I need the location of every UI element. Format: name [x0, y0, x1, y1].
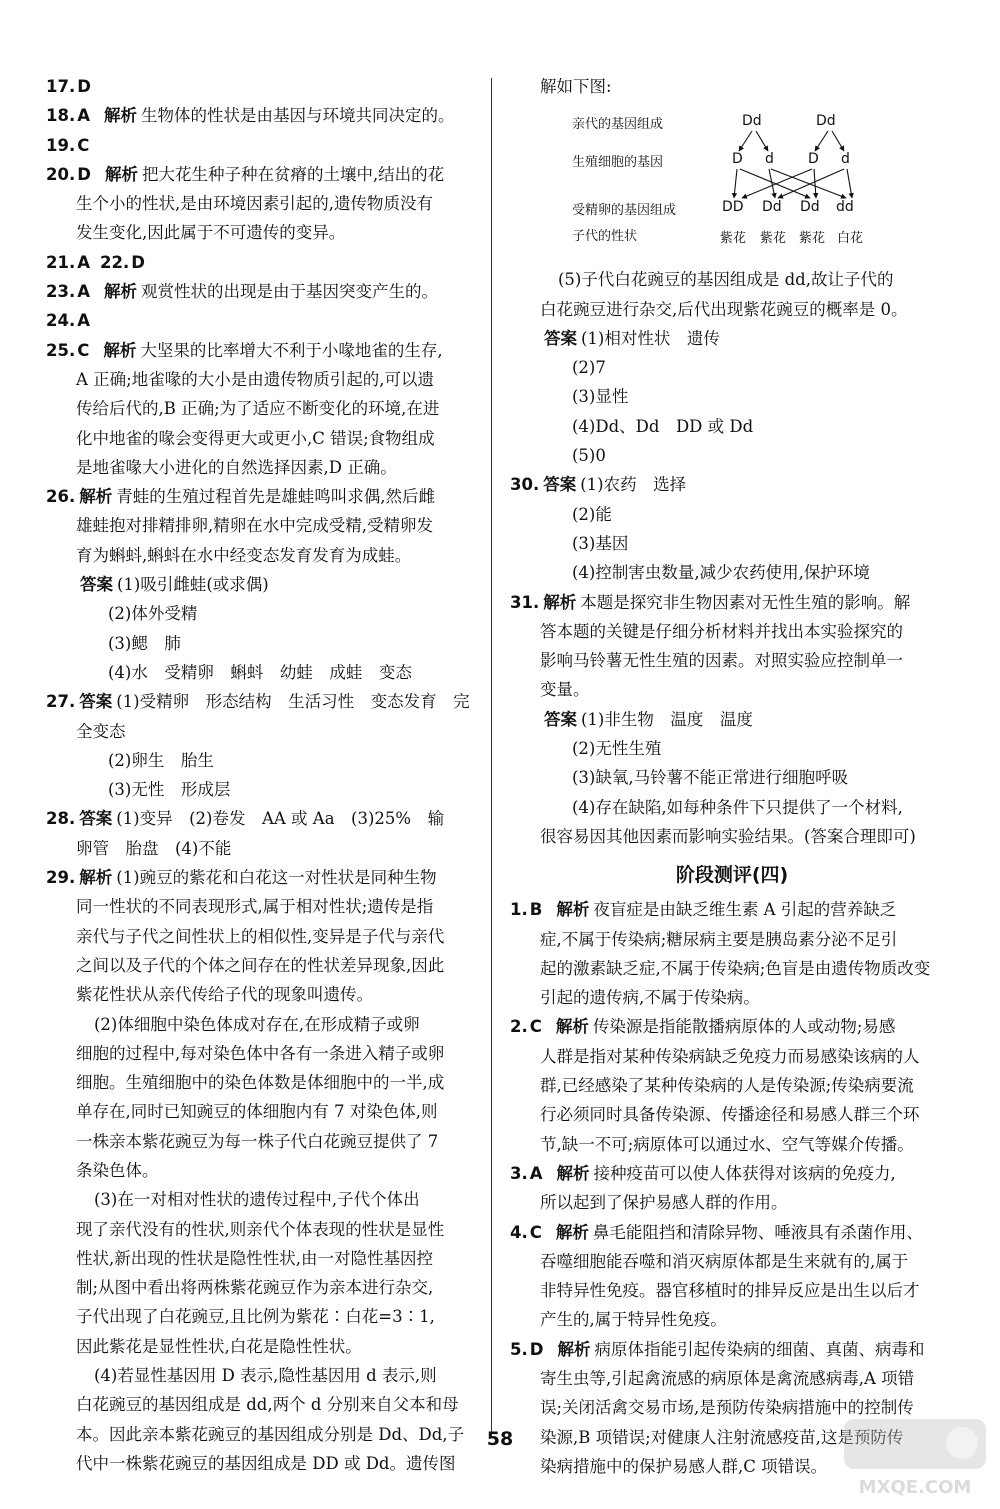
- body-text: 细胞。生殖细胞中的染色体数是体细胞中的一半,成: [76, 1073, 445, 1093]
- right-mid-block: [510, 265, 954, 851]
- text-line: [510, 983, 954, 1012]
- text-line: [510, 734, 954, 763]
- text-line: [510, 1042, 954, 1071]
- text-line: [510, 1364, 954, 1393]
- body-text: 化中地雀的喙会变得更大或更小,C 错误;食物组成: [76, 428, 435, 448]
- text-line: [510, 954, 954, 983]
- text-line: [46, 1273, 478, 1302]
- text-line: [510, 529, 954, 558]
- text-line: [46, 189, 478, 218]
- text-line: [510, 646, 954, 675]
- body-text: 紫花性状从亲代传给子代的现象叫遗传。: [76, 985, 373, 1005]
- answer-letter: C: [77, 135, 90, 155]
- text-line: [510, 675, 954, 704]
- body-text: 病原体指能引起传染病的细菌、真菌、病毒和: [594, 1339, 925, 1359]
- body-text: (3)鳃 肺: [108, 633, 181, 653]
- text-line: [510, 1130, 954, 1159]
- question-number: 31.: [510, 592, 540, 612]
- text-line: [46, 1244, 478, 1273]
- cross-arrows: [510, 109, 954, 259]
- body-text: 性状,新出现的性状是隐性性状,由一对隐性基因控: [76, 1248, 433, 1268]
- text-line: [510, 1335, 954, 1364]
- text-line: [510, 265, 954, 294]
- body-text: 单存在,同时已知豌豆的体细胞内有 7 对染色体,则: [76, 1102, 438, 1122]
- body-text: 节,缺一不可;病原体可以通过水、空气等媒介传播。: [540, 1134, 914, 1154]
- body-text: 起的激素缺乏症,不属于传染病;色盲是由遗传物质改变: [540, 958, 931, 978]
- body-text: (5)0: [572, 446, 606, 466]
- text-line: [46, 1156, 478, 1185]
- body-text: (1)相对性状 遗传: [581, 328, 720, 348]
- body-text: 白花豌豆进行杂交,后代出现紫花豌豆的概率是 0。: [540, 299, 908, 319]
- body-text: 症,不属于传染病;糖尿病主要是胰岛素分泌不足引: [540, 929, 898, 949]
- page-number: 58: [486, 1428, 514, 1450]
- text-line: [46, 160, 478, 189]
- answer-letter: C: [529, 1222, 542, 1242]
- body-text: 同一性状的不同表现形式,属于相对性状;遗传是指: [76, 897, 434, 917]
- body-text: (4)存在缺陷,如每种条件下只提供了一个材料,: [572, 797, 903, 817]
- text-line: [510, 822, 954, 851]
- gamete: D: [808, 151, 819, 168]
- body-text: 答本题的关键是仔细分析材料并找出本实验探究的: [540, 621, 903, 641]
- body-text: 非特异性免疫。器官移植时的排异反应是出生以后才: [540, 1281, 920, 1301]
- section-keyword: 解析: [556, 1163, 590, 1183]
- text-line: [46, 1010, 478, 1039]
- question-number: 1.: [510, 900, 528, 920]
- body-text: A 正确;地雀喙的大小是由遗传物质引起的,可以遗: [76, 369, 434, 389]
- text-line: [46, 804, 478, 833]
- text-line: [46, 1361, 478, 1390]
- text-line: [510, 1188, 954, 1217]
- question-number: 4.: [510, 1222, 528, 1242]
- body-text: 大坚果的比率增大不利于小喙地雀的生存,: [140, 340, 443, 360]
- text-line: [46, 306, 478, 335]
- text-line: [46, 1097, 478, 1126]
- body-text: 产生的,属于特异性免疫。: [540, 1310, 727, 1330]
- body-text: 染源,B 项错误;对健康人注射流感疫苗,这是预防传: [540, 1427, 904, 1447]
- body-text: (3)在一对相对性状的遗传过程中,子代个体出: [94, 1190, 420, 1210]
- question-number: 22.: [100, 252, 130, 272]
- body-text: (5)子代白花豌豆的基因组成是 dd,故让子代的: [558, 270, 894, 290]
- body-text: 很容易因其他因素而影响实验结果。(答案合理即可): [540, 826, 916, 846]
- text-line: [46, 658, 478, 687]
- body-text: (1)受精卵 形态结构 生活习性 变态发育 完: [116, 692, 470, 712]
- text-line: [510, 617, 954, 646]
- question-number: 23.: [46, 282, 76, 302]
- zygote: Dd: [762, 199, 782, 216]
- body-text: 育为蝌蚪,蝌蚪在水中经变态发育发育为成蛙。: [76, 545, 412, 565]
- answer-letter: A: [77, 311, 91, 331]
- body-text: 子代出现了白花豌豆,且比例为紫花∶白花=3∶1,: [76, 1307, 435, 1327]
- body-text: 误;关闭活禽交易市场,是预防传染病措施中的控制传: [540, 1398, 914, 1418]
- text-line: [46, 72, 478, 101]
- text-line: [46, 717, 478, 746]
- body-text: 青蛙的生殖过程首先是雄蛙鸣叫求偶,然后雌: [116, 487, 435, 507]
- question-number: 28.: [46, 809, 76, 829]
- body-text: (4)Dd、Dd DD 或 Dd: [572, 416, 754, 436]
- answer-letter: A: [77, 106, 91, 126]
- body-text: (2)卵生 胎生: [108, 750, 214, 770]
- question-number: 5.: [510, 1339, 528, 1359]
- body-text: (1)变异 (2)卷发 AA 或 Aa (3)25% 输: [116, 809, 445, 829]
- answer-letter: B: [529, 900, 543, 920]
- gamete: d: [765, 151, 774, 168]
- text-line: [46, 394, 478, 423]
- zygote: DD: [722, 199, 744, 216]
- body-text: (3)基因: [572, 533, 629, 553]
- text-line: [510, 793, 954, 822]
- body-text: 全变态: [76, 721, 126, 741]
- section-keyword: 解析: [79, 868, 113, 888]
- answer-letter: A: [529, 1163, 543, 1183]
- genetic-diagram: [510, 109, 954, 259]
- section-keyword: 答案: [544, 709, 577, 729]
- offspring-trait: 紫花: [760, 231, 787, 247]
- text-line: [46, 951, 478, 980]
- section-title: 阶段测评(四): [675, 864, 789, 887]
- body-text: 吞噬细胞能吞噬和消灭病原体都是生来就有的,属于: [540, 1251, 909, 1271]
- text-line: [46, 1390, 478, 1419]
- text-line: [46, 101, 478, 130]
- text-line: [46, 541, 478, 570]
- answer-letter: D: [529, 1339, 544, 1359]
- text-line: [46, 922, 478, 951]
- text-line: [510, 925, 954, 954]
- text-line: [510, 441, 954, 470]
- question-number: 21.: [46, 252, 76, 272]
- offspring-trait: 紫花: [799, 231, 826, 247]
- question-number: 20.: [46, 164, 76, 184]
- text-line: [46, 1215, 478, 1244]
- section-keyword: 答案: [543, 475, 577, 495]
- body-text: 接种疫苗可以使人体获得对该病的免疫力,: [593, 1163, 896, 1183]
- body-text: 观赏性状的出现是由于基因突变产生的。: [141, 282, 439, 302]
- text-line: [46, 511, 478, 540]
- section-keyword: 答案: [80, 575, 113, 595]
- gamete: D: [732, 151, 743, 168]
- text-line: [510, 500, 954, 529]
- text-line: [510, 1276, 954, 1305]
- text-line: [510, 72, 954, 101]
- section-keyword: 解析: [543, 592, 577, 612]
- body-text: 一株亲本紫花豌豆为每一株子代白花豌豆提供了 7: [76, 1131, 439, 1151]
- text-line: [46, 218, 478, 247]
- gamete: d: [841, 151, 850, 168]
- body-text: 引起的遗传病,不属于传染病。: [540, 988, 760, 1008]
- body-text: 本题是探究非生物因素对无性生殖的影响。解: [580, 592, 911, 612]
- parent-genotype: Dd: [742, 113, 762, 130]
- answer-letter: C: [529, 1017, 542, 1037]
- section-keyword: 解析: [556, 900, 590, 920]
- section-keyword: 解析: [104, 106, 138, 126]
- text-line: [46, 1449, 478, 1478]
- body-text: 制;从图中看出将两株紫花豌豆作为亲本进行杂交,: [76, 1278, 434, 1298]
- text-line: [510, 1218, 954, 1247]
- body-text: 雄蛙抱对排精排卵,精卵在水中完成受精,受精卵发: [76, 516, 433, 536]
- text-line: [46, 336, 478, 365]
- text-line: [46, 131, 478, 160]
- body-text: (4)水 受精卵 蝌蚪 幼蛙 成蛙 变态: [108, 662, 412, 682]
- body-text: 影响马铃薯无性生殖的因素。对照实验应控制单一: [540, 651, 903, 671]
- zygote: dd: [836, 199, 854, 216]
- body-text: (2)能: [572, 504, 612, 524]
- body-text: (3)显性: [572, 387, 629, 407]
- body-text: 所以起到了保护易感人群的作用。: [540, 1193, 788, 1213]
- text-line: [46, 1332, 478, 1361]
- text-line: [46, 629, 478, 658]
- body-text: 传给后代的,B 正确;为了适应不断变化的环境,在进: [76, 399, 440, 419]
- body-text: 本。因此亲本紫花豌豆的基因组成分别是 Dd、Dd,子: [76, 1424, 465, 1444]
- text-line: [46, 277, 478, 306]
- text-line: [510, 763, 954, 792]
- body-text: (2)体外受精: [108, 604, 198, 624]
- text-line: [46, 863, 478, 892]
- question-number: 25.: [46, 340, 76, 360]
- text-line: [510, 558, 954, 587]
- section-keyword: 解析: [557, 1339, 591, 1359]
- body-text: 条染色体。: [76, 1160, 159, 1180]
- body-text: (3)缺氧,马铃薯不能正常进行细胞呼吸: [572, 768, 849, 788]
- body-text: 把大花生种子种在贫瘠的土壤中,结出的花: [141, 164, 445, 184]
- question-number: 29.: [46, 868, 76, 888]
- text-line: [510, 1071, 954, 1100]
- question-number: 19.: [46, 135, 76, 155]
- text-line: [510, 1012, 954, 1041]
- text-line: [46, 453, 478, 482]
- body-text: 变量。: [540, 680, 590, 700]
- body-text: (3)无性 形成层: [108, 780, 231, 800]
- offspring-trait: 紫花: [720, 231, 747, 247]
- answer-letter: A: [77, 252, 91, 272]
- body-text: (1)农药 选择: [580, 475, 687, 495]
- body-text: 染病措施中的保护易感人群,C 项错误。: [540, 1456, 828, 1476]
- text-line: [510, 1100, 954, 1129]
- body-text: (2)7: [572, 358, 606, 378]
- body-text: 行必须同时具备传染源、传播途径和易感人群三个环: [540, 1105, 920, 1125]
- body-text: 生物体的性状是由基因与环境共同决定的。: [141, 106, 455, 126]
- offspring-trait: 白花: [837, 231, 864, 247]
- text-line: [46, 775, 478, 804]
- section-keyword: 解析: [104, 164, 138, 184]
- answer-letter: D: [77, 164, 91, 184]
- body-text: (1)豌豆的紫花和白花这一对性状是同种生物: [116, 868, 437, 888]
- text-line: [46, 248, 478, 277]
- text-line: [46, 365, 478, 394]
- parent-genotype: Dd: [816, 113, 836, 130]
- body-text: 解如下图:: [540, 77, 612, 96]
- diagram-label-traits: 子代的性状: [572, 229, 638, 245]
- text-line: [510, 353, 954, 382]
- section-keyword: 答案: [79, 809, 113, 829]
- right-bottom-block: [510, 895, 954, 1481]
- text-line: [510, 324, 954, 353]
- body-text: 细胞的过程中,每对染色体中各有一条进入精子或卵: [76, 1043, 445, 1063]
- body-text: (1)吸引雌蛙(或求偶): [117, 575, 269, 595]
- section-keyword: 解析: [79, 487, 113, 507]
- answer-letter: C: [77, 340, 90, 360]
- body-text: (4)控制害虫数量,减少农药使用,保护环境: [572, 563, 870, 583]
- text-line: [46, 980, 478, 1009]
- text-line: [46, 570, 478, 599]
- body-text: 群,已经感染了某种传染病的人是传染源;传染病要流: [540, 1076, 914, 1096]
- answer-letter: A: [77, 282, 91, 302]
- diagram-label-gametes: 生殖细胞的基因: [572, 155, 664, 171]
- text-line: [510, 382, 954, 411]
- right-column: [510, 72, 954, 1481]
- body-text: (2)体细胞中染色体成对存在,在形成精子或卵: [94, 1014, 420, 1034]
- zygote: Dd: [800, 199, 820, 216]
- right-top-block: [510, 72, 954, 101]
- body-text: 现了亲代没有的性状,则亲代个体表现的性状是显性: [76, 1219, 445, 1239]
- text-line: [510, 588, 954, 617]
- body-text: 之间以及子代的个体之间存在的性状差异现象,因此: [76, 955, 445, 975]
- body-text: (4)若显性基因用 D 表示,隐性基因用 d 表示,则: [94, 1366, 437, 1386]
- text-line: [46, 424, 478, 453]
- question-number: 26.: [46, 487, 76, 507]
- body-text: 发生变化,因此属于不可遗传的变异。: [76, 223, 346, 243]
- question-number: 18.: [46, 106, 76, 126]
- diagram-label-zygotes: 受精卵的基因组成: [572, 203, 677, 219]
- body-text: 传染源是指能散播病原体的人或动物;易感: [592, 1017, 896, 1037]
- body-text: 卵管 胎盘 (4)不能: [76, 838, 232, 858]
- body-text: 代中一株紫花豌豆的基因组成是 DD 或 Dd。遗传图: [76, 1453, 456, 1473]
- text-line: [46, 1039, 478, 1068]
- text-line: [510, 1305, 954, 1334]
- answer-letter: D: [77, 77, 91, 96]
- text-line: [510, 1247, 954, 1276]
- question-number: 3.: [510, 1163, 528, 1183]
- text-line: [46, 687, 478, 716]
- text-line: [46, 599, 478, 628]
- column-divider: [491, 78, 492, 1438]
- text-line: [46, 482, 478, 511]
- body-text: 寄生虫等,引起禽流感的病原体是禽流感病毒,A 项错: [540, 1368, 915, 1388]
- question-number: 2.: [510, 1017, 528, 1037]
- diagram-label-parents: 亲代的基因组成: [572, 117, 664, 133]
- text-line: [46, 746, 478, 775]
- question-number: 27.: [46, 692, 76, 712]
- body-text: 亲代与子代之间性状上的相似性,变异是子代与亲代: [76, 926, 445, 946]
- watermark-text: MXQE.COM: [858, 1477, 972, 1498]
- text-line: [510, 412, 954, 441]
- body-text: 夜盲症是由缺乏维生素 A 引起的营养缺乏: [593, 900, 897, 920]
- question-number: 30.: [510, 475, 540, 495]
- section-keyword: 解析: [103, 340, 137, 360]
- text-line: [46, 1302, 478, 1331]
- section-keyword: 解析: [104, 282, 138, 302]
- question-number: 24.: [46, 311, 76, 331]
- text-line: [46, 834, 478, 863]
- section-keyword: 答案: [79, 692, 113, 712]
- text-line: [510, 895, 954, 924]
- text-line: [46, 1068, 478, 1097]
- text-line: [510, 1159, 954, 1188]
- watermark-logo: [840, 1413, 990, 1503]
- text-line: [46, 892, 478, 921]
- body-text: 是地雀喙大小进化的自然选择因素,D 正确。: [76, 457, 397, 477]
- text-line: [46, 1127, 478, 1156]
- text-line: [510, 705, 954, 734]
- section-keyword: 答案: [544, 328, 577, 348]
- left-column: [46, 72, 478, 1478]
- answer-letter: D: [131, 252, 145, 272]
- body-text: 白花豌豆的基因组成是 dd,两个 d 分别来自父本和母: [76, 1395, 459, 1415]
- text-line: [46, 1185, 478, 1214]
- question-number: 17.: [46, 77, 76, 96]
- section-keyword: 解析: [555, 1222, 589, 1242]
- text-line: [510, 470, 954, 499]
- body-text: (1)非生物 温度 温度: [581, 709, 753, 729]
- body-text: 人群是指对某种传染病缺乏免疫力而易感染该病的人: [540, 1046, 920, 1066]
- section-keyword: 解析: [555, 1017, 589, 1037]
- text-line: [510, 295, 954, 324]
- body-text: 生个小的性状,是由环境因素引起的,遗传物质没有: [76, 194, 433, 214]
- body-text: 因此紫花是显性性状,白花是隐性性状。: [76, 1336, 362, 1356]
- body-text: 鼻毛能阻挡和清除异物、唾液具有杀菌作用、: [592, 1222, 923, 1242]
- body-text: (2)无性生殖: [572, 739, 662, 759]
